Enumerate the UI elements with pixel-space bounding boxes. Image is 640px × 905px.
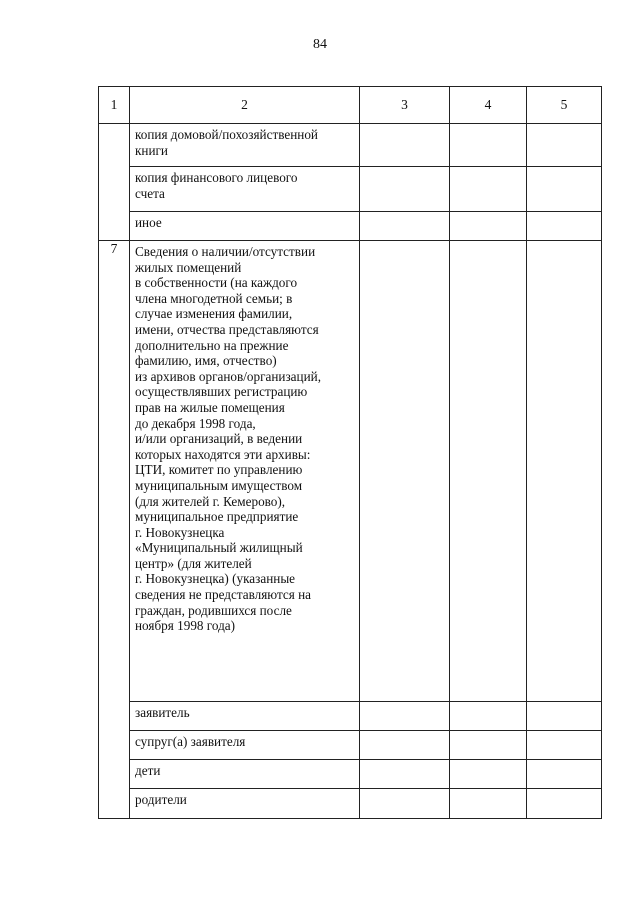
row-label-cell [130, 124, 360, 167]
row-label-cell [130, 789, 360, 819]
table-header-row [99, 87, 602, 124]
column-header-5: 5 [527, 87, 602, 124]
empty-cell [450, 789, 527, 819]
section-description: Сведения о наличии/отсутствии жилых помещений в собственности (на каждого члена многодетной семьи; в случае изменения фамилии, имени, отчества представляются дополнительно на прежние фамилию, имя, отчество) из архивов органов/организаций, осуществлявших регистрацию прав на жилые помещения до декабря 1998 года, и/или организаций, в ведении которых находятся эти архивы: ЦТИ, комитет по управлению муниципальным имуществом (для жителей г. Кемерово), муниципальное предприятие г. Новокузнецка «Муниципальный жилищный центр» (для жителей г. Новокузнецка) (указанные сведения не представляются на граждан, родившихся после ноября 1998 года) [135, 244, 322, 634]
empty-cell [360, 789, 450, 819]
row-label: родители [135, 792, 187, 807]
row-label: копия финансового лицевого счета [135, 170, 298, 201]
row-label-cell [130, 702, 360, 731]
empty-cell [527, 241, 602, 702]
row-label: дети [135, 763, 161, 778]
column-header-2: 2 [130, 87, 360, 124]
section-number: 7 [99, 241, 130, 819]
empty-cell [360, 760, 450, 789]
empty-cell [450, 124, 527, 167]
row-label-cell [130, 167, 360, 212]
empty-cell [450, 702, 527, 731]
row-label-cell [130, 212, 360, 241]
empty-cell [450, 167, 527, 212]
table-row [99, 124, 602, 167]
table-row [99, 212, 602, 241]
empty-number-cell [99, 124, 130, 241]
column-header-3: 3 [360, 87, 450, 124]
section-description-cell [130, 241, 360, 702]
empty-cell [527, 702, 602, 731]
row-label-cell [130, 731, 360, 760]
empty-cell [360, 241, 450, 702]
row-label: иное [135, 215, 162, 230]
table-row [99, 760, 602, 789]
table-row [99, 167, 602, 212]
row-label: заявитель [135, 705, 190, 720]
empty-cell [360, 124, 450, 167]
document-table [98, 86, 602, 819]
empty-cell [450, 731, 527, 760]
empty-cell [360, 702, 450, 731]
empty-cell [360, 167, 450, 212]
table-row [99, 702, 602, 731]
row-label-cell [130, 760, 360, 789]
empty-cell [450, 241, 527, 702]
empty-cell [527, 731, 602, 760]
empty-cell [527, 789, 602, 819]
empty-cell [527, 760, 602, 789]
row-label: супруг(а) заявителя [135, 734, 246, 749]
empty-cell [527, 167, 602, 212]
empty-cell [527, 212, 602, 241]
empty-cell [360, 731, 450, 760]
table-row [99, 731, 602, 760]
column-header-4: 4 [450, 87, 527, 124]
table-row [99, 789, 602, 819]
column-header-1: 1 [99, 87, 130, 124]
empty-cell [450, 212, 527, 241]
table-row [99, 241, 602, 702]
empty-cell [450, 760, 527, 789]
row-label: копия домовой/похозяйственной книги [135, 127, 318, 158]
empty-cell [527, 124, 602, 167]
page-number: 84 [313, 37, 327, 52]
empty-cell [360, 212, 450, 241]
